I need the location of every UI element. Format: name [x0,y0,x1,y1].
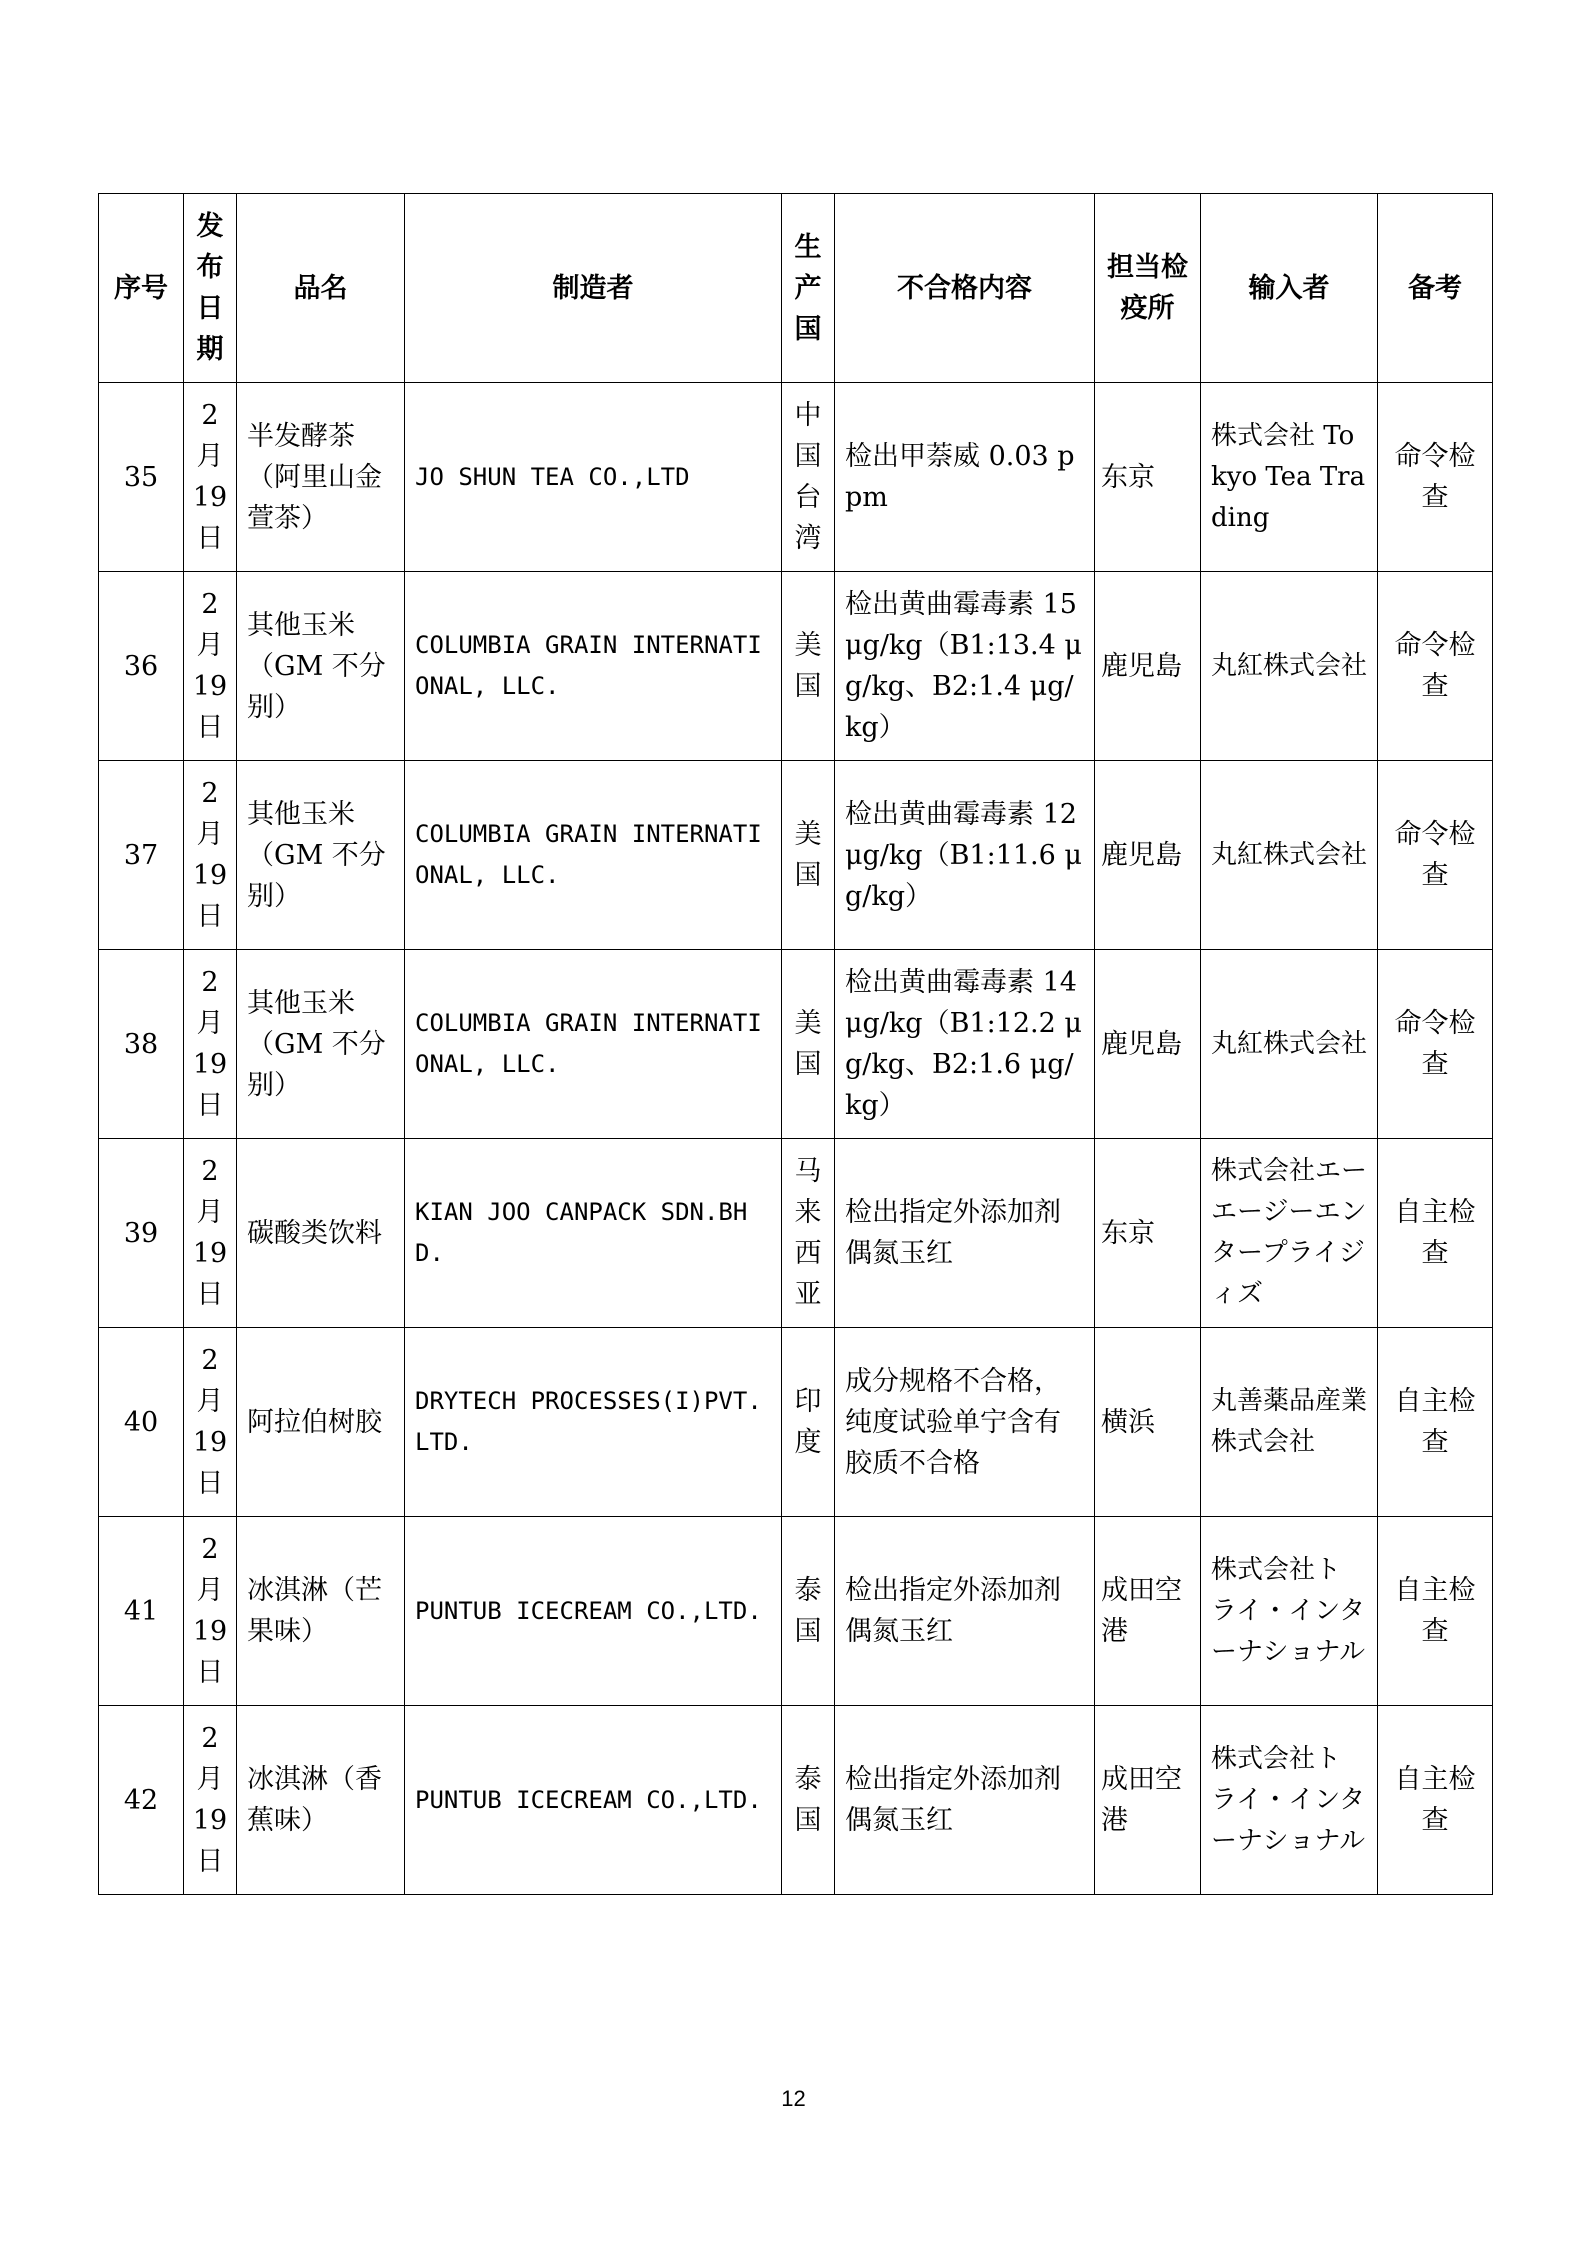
header-row [99,194,1493,383]
header-manufacturer: 制造者 [405,194,782,383]
cell-quarantine-station: 东京 [1095,383,1201,572]
cell-serial-number: 39 [99,1139,184,1328]
cell-violation: 检出甲萘威 0.03 ppm [835,383,1095,572]
cell-serial-number: 41 [99,1517,184,1706]
cell-remark: 命令检查 [1378,950,1493,1139]
cell-violation: 检出黄曲霉毒素 14 μg/kg（B1:12.2 μg/kg、B2:1.6 μg/kg） [835,950,1095,1139]
cell-release-date: 2月19日 [184,1706,237,1895]
table-row [99,383,1493,572]
cell-remark: 命令检查 [1378,761,1493,950]
cell-manufacturer: PUNTUB ICECREAM CO.,LTD. [405,1517,782,1706]
cell-country: 美国 [782,761,835,950]
cell-importer: 株式会社 Tokyo Tea Trading [1201,383,1378,572]
cell-serial-number: 38 [99,950,184,1139]
cell-violation: 检出指定外添加剂偶氮玉红 [835,1139,1095,1328]
cell-importer: 株式会社トライ・インターナショナル [1201,1517,1378,1706]
cell-release-date: 2月19日 [184,761,237,950]
cell-serial-number: 40 [99,1328,184,1517]
cell-release-date: 2月19日 [184,1517,237,1706]
cell-violation: 成分规格不合格，纯度试验单宁含有胶质不合格 [835,1328,1095,1517]
cell-importer: 株式会社エーエージーエンタープライジィズ [1201,1139,1378,1328]
cell-quarantine-station: 东京 [1095,1139,1201,1328]
cell-country: 马来西亚 [782,1139,835,1328]
header-violation: 不合格内容 [835,194,1095,383]
cell-importer: 株式会社トライ・インターナショナル [1201,1706,1378,1895]
cell-country: 美国 [782,572,835,761]
cell-product-name: 碳酸类饮料 [237,1139,405,1328]
inspection-results-table [98,193,1493,1895]
cell-importer: 丸紅株式会社 [1201,761,1378,950]
cell-product-name: 冰淇淋（香蕉味） [237,1706,405,1895]
cell-release-date: 2月19日 [184,1139,237,1328]
cell-release-date: 2月19日 [184,572,237,761]
header-release-date: 发布日期 [184,194,237,383]
cell-country: 泰国 [782,1706,835,1895]
cell-manufacturer: COLUMBIA GRAIN INTERNATIONAL, LLC. [405,761,782,950]
header-product-name: 品名 [237,194,405,383]
cell-quarantine-station: 成田空港 [1095,1706,1201,1895]
cell-remark: 命令检查 [1378,383,1493,572]
cell-remark: 自主检查 [1378,1328,1493,1517]
cell-serial-number: 35 [99,383,184,572]
cell-country: 中国台湾 [782,383,835,572]
cell-product-name: 冰淇淋（芒果味） [237,1517,405,1706]
cell-serial-number: 36 [99,572,184,761]
header-country: 生产国 [782,194,835,383]
table-body [99,383,1493,1895]
cell-manufacturer: COLUMBIA GRAIN INTERNATIONAL, LLC. [405,950,782,1139]
cell-remark: 命令检查 [1378,572,1493,761]
cell-serial-number: 42 [99,1706,184,1895]
cell-country: 泰国 [782,1517,835,1706]
cell-product-name: 阿拉伯树胶 [237,1328,405,1517]
table-row [99,1706,1493,1895]
cell-quarantine-station: 鹿児島 [1095,572,1201,761]
cell-product-name: 其他玉米（GM 不分别） [237,572,405,761]
cell-quarantine-station: 鹿児島 [1095,761,1201,950]
table-row [99,1328,1493,1517]
cell-manufacturer: COLUMBIA GRAIN INTERNATIONAL, LLC. [405,572,782,761]
cell-release-date: 2月19日 [184,1328,237,1517]
cell-country: 印度 [782,1328,835,1517]
cell-remark: 自主检查 [1378,1139,1493,1328]
table-row [99,1517,1493,1706]
cell-manufacturer: KIAN JOO CANPACK SDN.BHD. [405,1139,782,1328]
header-importer: 输入者 [1201,194,1378,383]
cell-importer: 丸紅株式会社 [1201,950,1378,1139]
cell-violation: 检出黄曲霉毒素 15 μg/kg（B1:13.4 μg/kg、B2:1.4 μg/kg） [835,572,1095,761]
cell-product-name: 半发酵茶（阿里山金萱茶） [237,383,405,572]
cell-quarantine-station: 成田空港 [1095,1517,1201,1706]
table-row [99,950,1493,1139]
cell-manufacturer: JO SHUN TEA CO.,LTD [405,383,782,572]
header-serial-number: 序号 [99,194,184,383]
table-header [99,194,1493,383]
cell-serial-number: 37 [99,761,184,950]
page-number: 12 [781,2086,806,2111]
table-row [99,1139,1493,1328]
cell-product-name: 其他玉米（GM 不分别） [237,950,405,1139]
cell-product-name: 其他玉米（GM 不分别） [237,761,405,950]
cell-violation: 检出指定外添加剂偶氮玉红 [835,1517,1095,1706]
cell-violation: 检出黄曲霉毒素 12 μg/kg（B1:11.6 μg/kg） [835,761,1095,950]
cell-country: 美国 [782,950,835,1139]
cell-remark: 自主检查 [1378,1517,1493,1706]
cell-release-date: 2月19日 [184,950,237,1139]
cell-remark: 自主检查 [1378,1706,1493,1895]
cell-importer: 丸善薬品産業株式会社 [1201,1328,1378,1517]
cell-quarantine-station: 鹿児島 [1095,950,1201,1139]
cell-importer: 丸紅株式会社 [1201,572,1378,761]
table-row [99,572,1493,761]
cell-violation: 检出指定外添加剂偶氮玉红 [835,1706,1095,1895]
cell-manufacturer: PUNTUB ICECREAM CO.,LTD. [405,1706,782,1895]
cell-release-date: 2月19日 [184,383,237,572]
header-quarantine-station: 担当检疫所 [1095,194,1201,383]
table-row [99,761,1493,950]
cell-quarantine-station: 横浜 [1095,1328,1201,1517]
header-remark: 备考 [1378,194,1493,383]
cell-manufacturer: DRYTECH PROCESSES(I)PVT.LTD. [405,1328,782,1517]
